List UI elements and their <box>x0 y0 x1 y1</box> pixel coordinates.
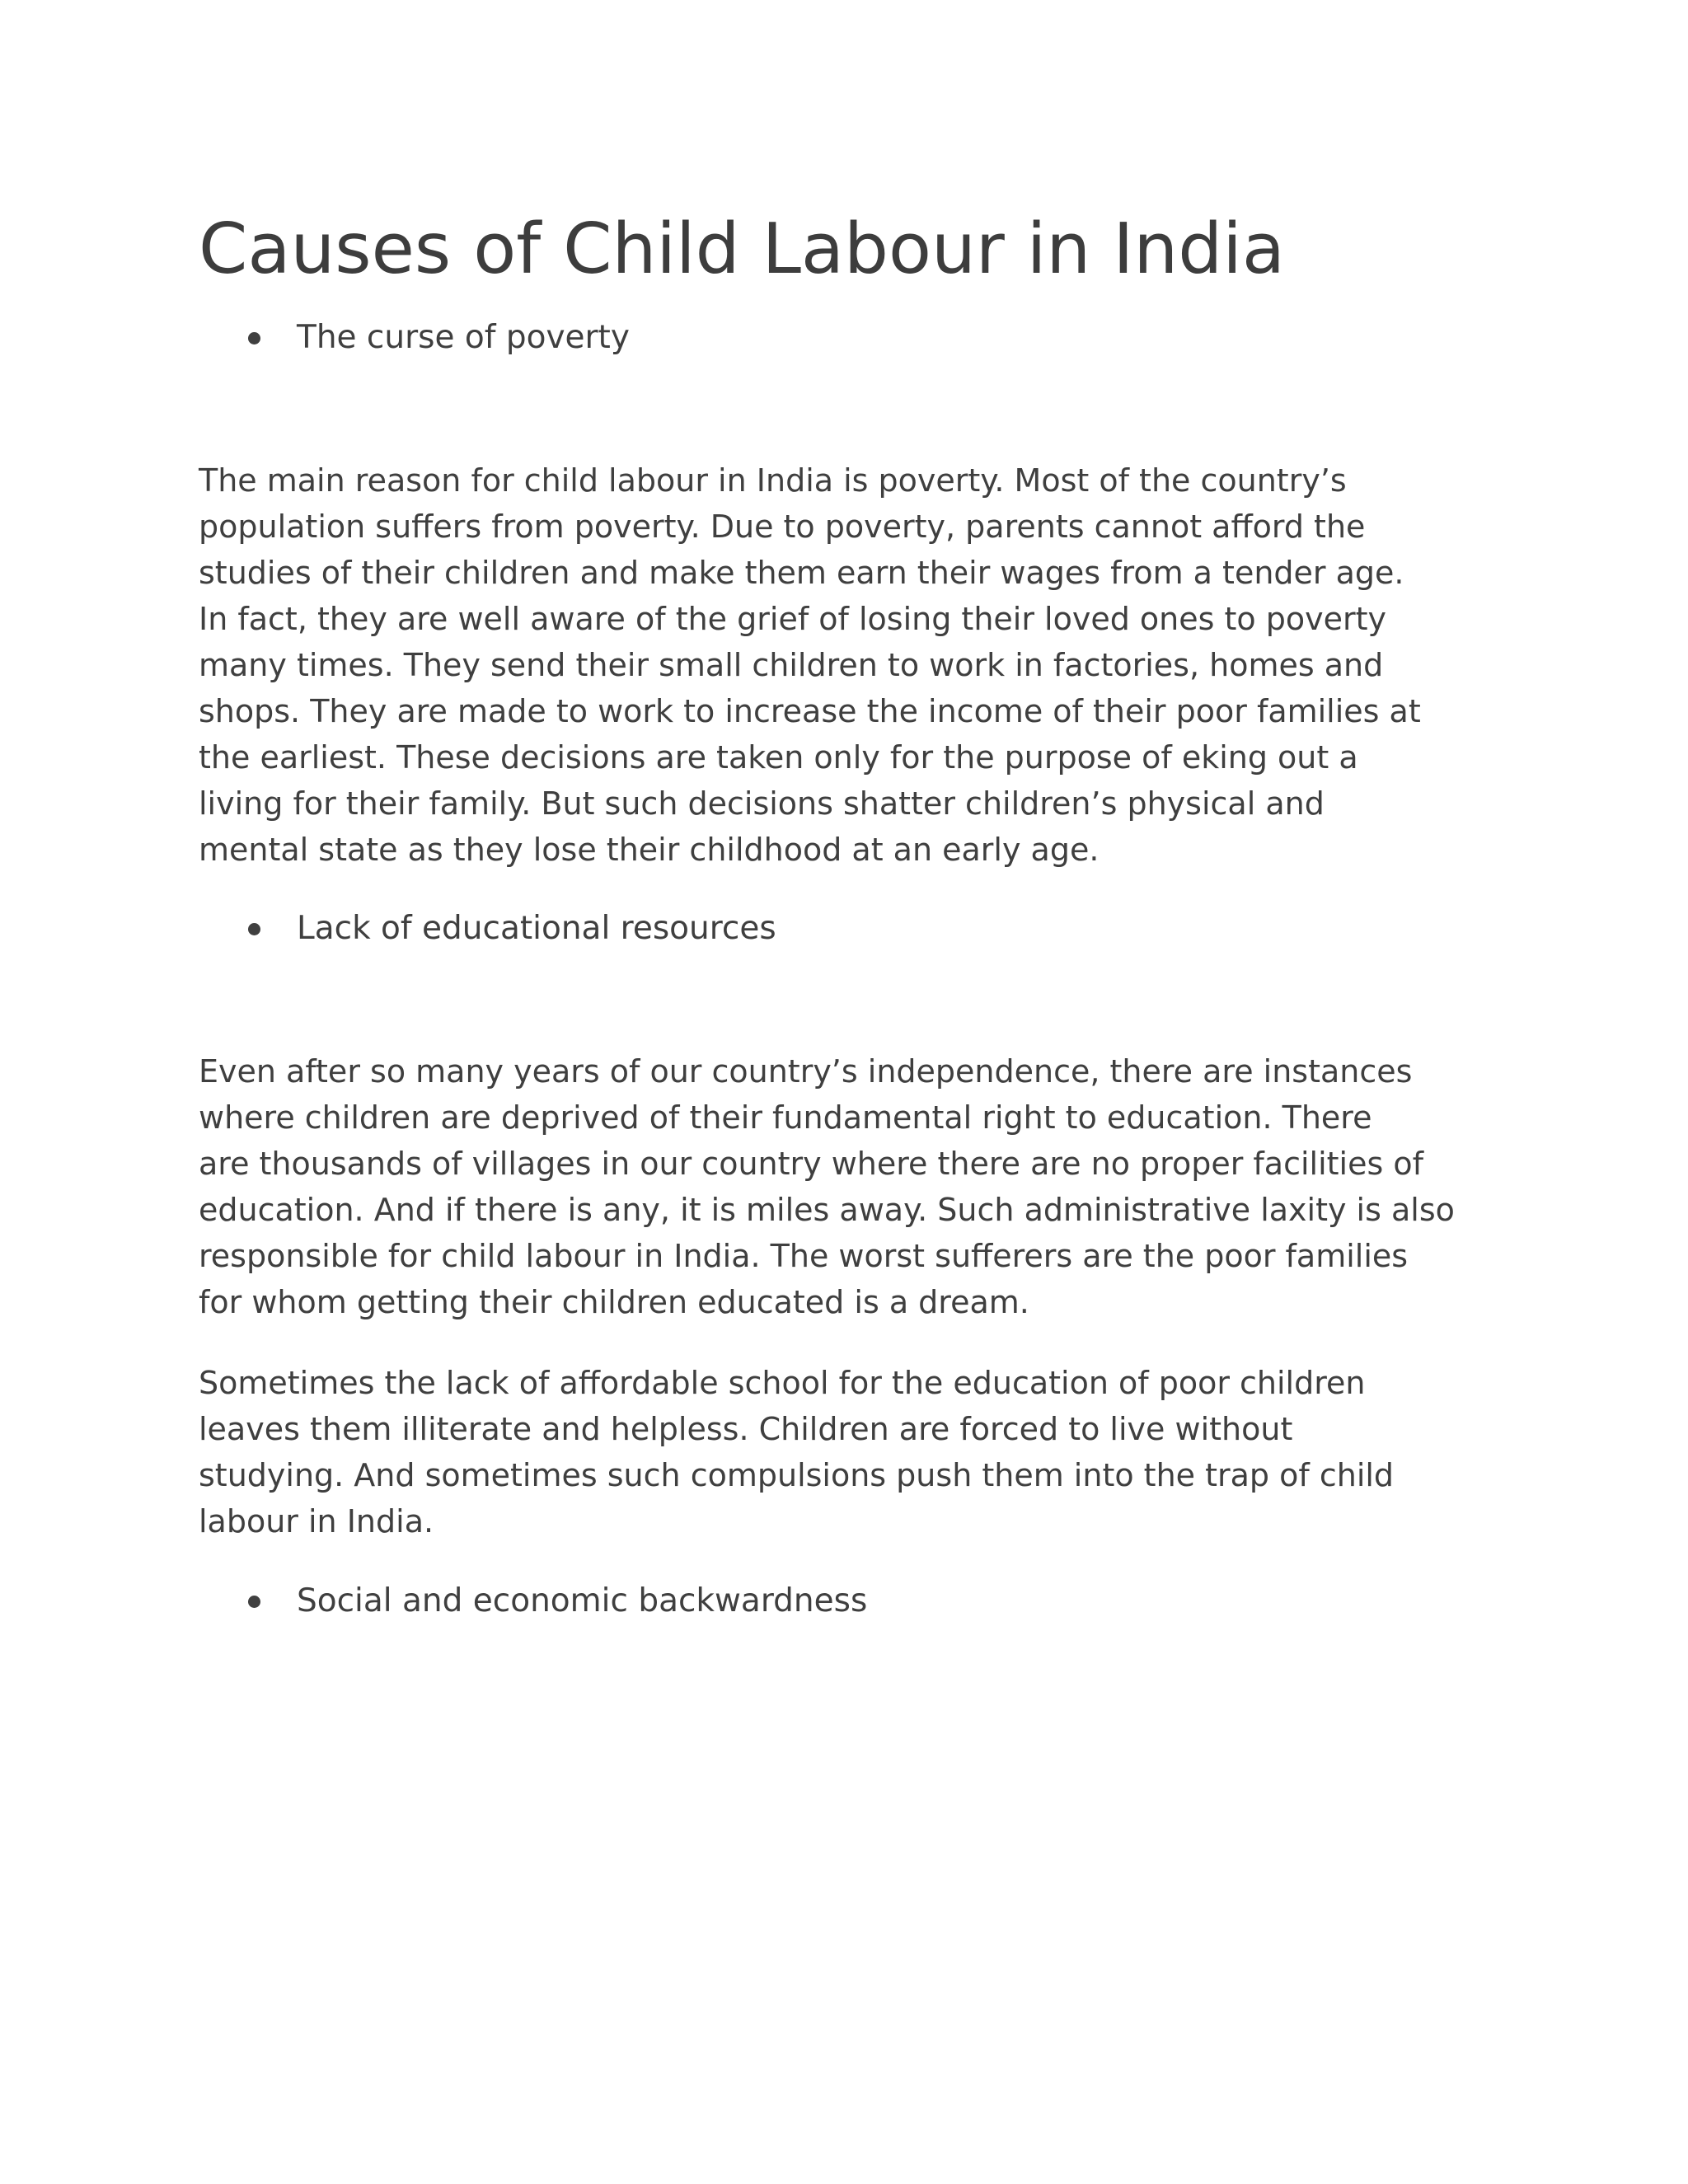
paragraph-poverty <box>199 457 1501 873</box>
paragraph-line: studying. And sometimes such compulsions push them into the trap of child <box>199 1457 1395 1493</box>
paragraph-line: Sometimes the lack of affordable school for the education of poor children <box>199 1365 1366 1401</box>
paragraph-line: population suffers from poverty. Due to poverty, parents cannot afford the <box>199 509 1366 545</box>
paragraph-line: the earliest. These decisions are taken only for the purpose of eking out a <box>199 739 1358 776</box>
bullet-point-icon <box>248 923 260 935</box>
paragraph-affordable-school <box>199 1360 1501 1544</box>
bullet-item-lack-of-educational-resources <box>248 904 776 954</box>
paragraph-line: are thousands of villages in our country where there are no proper facilities of <box>199 1146 1423 1182</box>
bullet-item-social-economic-backwardness <box>248 1577 867 1626</box>
paragraph-line: In fact, they are well aware of the grief of losing their loved ones to poverty <box>199 601 1386 637</box>
paragraph-line: for whom getting their children educated is a dream. <box>199 1284 1029 1320</box>
paragraph-line: mental state as they lose their childhood at an early age. <box>199 832 1100 868</box>
bullet-label: The curse of poverty <box>297 319 630 356</box>
bullet-label: Lack of educational resources <box>297 910 776 947</box>
paragraph-line: The main reason for child labour in India is poverty. Most of the country’s <box>199 462 1347 499</box>
paragraph-line: where children are deprived of their fundamental right to education. There <box>199 1099 1372 1136</box>
document-title: Causes of Child Labour in India <box>199 209 1285 290</box>
bullet-point-icon <box>248 332 260 344</box>
paragraph-line: living for their family. But such decisions shatter children’s physical and <box>199 785 1325 822</box>
bullet-point-icon <box>248 1596 260 1608</box>
paragraph-line: responsible for child labour in India. The worst sufferers are the poor families <box>199 1238 1409 1274</box>
paragraph-line: education. And if there is any, it is miles away. Such administrative laxity is also <box>199 1192 1455 1228</box>
bullet-item-curse-of-poverty <box>248 313 630 363</box>
paragraph-line: leaves them illiterate and helpless. Children are forced to live without <box>199 1411 1293 1447</box>
bullet-label: Social and economic backwardness <box>297 1582 868 1619</box>
paragraph-line: shops. They are made to work to increase the income of their poor families at <box>199 693 1421 729</box>
paragraph-education <box>199 1048 1501 1325</box>
paragraph-line: many times. They send their small children to work in factories, homes and <box>199 647 1384 683</box>
paragraph-line: labour in India. <box>199 1503 434 1540</box>
paragraph-line: Even after so many years of our country’s independence, there are instances <box>199 1053 1413 1090</box>
paragraph-line: studies of their children and make them earn their wages from a tender age. <box>199 555 1404 591</box>
